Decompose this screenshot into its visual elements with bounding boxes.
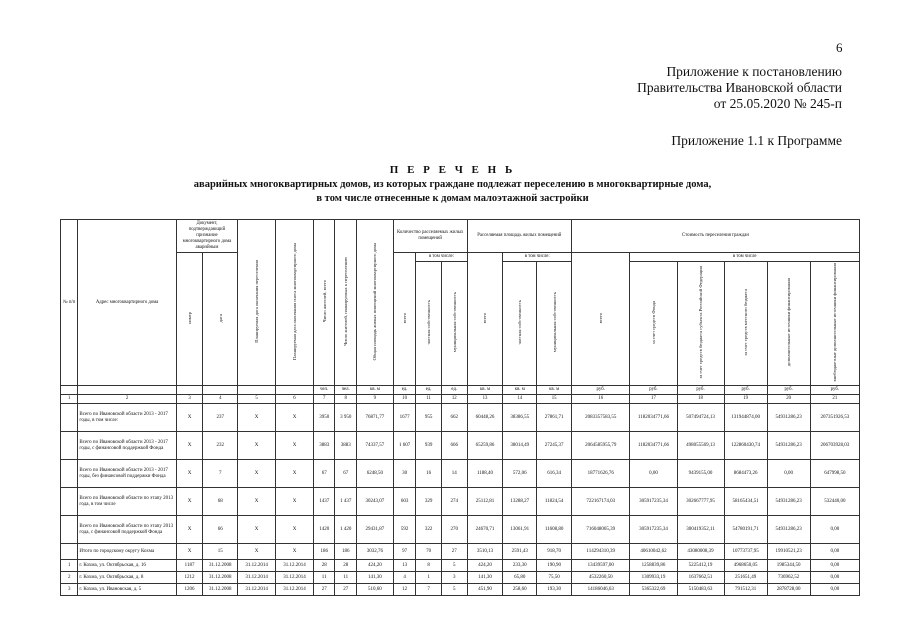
- row-value-cell: 97: [393, 544, 416, 560]
- doc-title: П Е Р Е Ч Е Н Ь: [389, 164, 516, 176]
- row-value-cell: 30243,07: [356, 488, 393, 516]
- col-cost-fund: [630, 262, 677, 386]
- row-value-cell: 131944874,00: [724, 404, 767, 432]
- row-demolish-date: 31.12.2014: [276, 572, 314, 584]
- row-doc-number: Х: [176, 404, 203, 432]
- row-value-cell: 1 437: [335, 488, 357, 516]
- row-value-cell: 270: [441, 516, 467, 544]
- row-value-cell: 302667777,95: [677, 488, 724, 516]
- row-value-cell: 65259,86: [467, 432, 503, 460]
- row-value-cell: 3883: [335, 432, 357, 460]
- units-row: [61, 386, 860, 395]
- col-cost-incl: в том числе: [630, 253, 860, 262]
- row-value-cell: 1182034771,66: [630, 404, 677, 432]
- row-address: г. Кохма, ул. Октябрьская, д. 16: [78, 560, 176, 572]
- row-move-date: 31.12.2014: [238, 560, 276, 572]
- row-value-cell: 1 420: [335, 516, 357, 544]
- row-value-cell: 0,00: [810, 516, 859, 544]
- row-value-cell: 5365322,69: [630, 584, 677, 596]
- col-residents-planned-label: Число жителей, планируемых к переселению: [343, 256, 349, 346]
- row-value-cell: 662: [441, 404, 467, 432]
- column-number-cell: 11: [416, 395, 442, 404]
- col-doc-number: [176, 253, 203, 386]
- row-value-cell: 451,90: [467, 584, 503, 596]
- row-value-cell: 75,50: [537, 572, 572, 584]
- row-value-cell: 3883: [313, 432, 335, 460]
- col-demolish-date: [276, 220, 314, 386]
- row-value-cell: 918,70: [537, 544, 572, 560]
- row-number: [61, 488, 78, 516]
- column-number-cell: 6: [276, 395, 314, 404]
- row-value-cell: 4968650,05: [724, 560, 767, 572]
- col-area-municipal: [537, 262, 572, 386]
- row-value-cell: 24670,71: [467, 516, 503, 544]
- row-value-cell: 3950: [313, 404, 335, 432]
- appendix-line-3: от 25.05.2020 № 245-п: [713, 96, 842, 111]
- row-value-cell: 1420: [313, 516, 335, 544]
- row-doc-number: Х: [176, 432, 203, 460]
- unit-cell: кв. м: [537, 386, 572, 395]
- row-value-cell: 70: [416, 544, 442, 560]
- row-number: 2: [61, 572, 78, 584]
- column-number-cell: 9: [356, 395, 393, 404]
- row-value-cell: 603: [393, 488, 416, 516]
- row-value-cell: 532440,00: [810, 488, 859, 516]
- row-value-cell: 11608,80: [537, 516, 572, 544]
- row-value-cell: 54780191,71: [724, 516, 767, 544]
- col-area-private-label: частная собственность: [517, 299, 523, 345]
- row-doc-date: 31.12.2008: [203, 560, 238, 572]
- row-doc-number: Х: [176, 488, 203, 516]
- row-value-cell: 1677: [393, 404, 416, 432]
- program-appendix: Приложение 1.1 к Программе: [671, 133, 842, 148]
- row-doc-number: 1206: [176, 584, 203, 596]
- row-value-cell: 666: [441, 432, 467, 460]
- row-value-cell: 322: [416, 516, 442, 544]
- row-doc-date: 7: [203, 460, 238, 488]
- row-value-cell: 258,60: [503, 584, 537, 596]
- row-value-cell: 1637662,51: [677, 572, 724, 584]
- row-move-date: 31.12.2014: [238, 584, 276, 596]
- row-value-cell: 13288,27: [503, 488, 537, 516]
- row-demolish-date: Х: [276, 460, 314, 488]
- row-value-cell: 19910521,23: [767, 544, 810, 560]
- row-move-date: Х: [238, 404, 276, 432]
- row-value-cell: 424,20: [467, 560, 503, 572]
- row-value-cell: 0,00: [767, 460, 810, 488]
- col-doc-number-label: номер: [187, 311, 193, 324]
- row-value-cell: 27: [441, 544, 467, 560]
- col-count-incl: в том числе:: [416, 253, 467, 262]
- row-value-cell: 2083357583,55: [572, 404, 630, 432]
- row-value-cell: 11: [313, 572, 335, 584]
- col-move-date-label: Планируемая дата окончания переселения: [254, 259, 260, 343]
- row-value-cell: 11: [335, 572, 357, 584]
- row-address: Всего по Ивановской области по этапу 2013 года, в том числе: [78, 488, 176, 516]
- column-number-cell: 19: [724, 395, 767, 404]
- column-number-cell: 17: [630, 395, 677, 404]
- row-value-cell: 233,30: [503, 560, 537, 572]
- column-number-cell: 14: [503, 395, 537, 404]
- col-count-private: [416, 262, 442, 386]
- row-value-cell: 1 607: [393, 432, 416, 460]
- column-number-cell: 13: [467, 395, 503, 404]
- row-value-cell: 3510,13: [467, 544, 503, 560]
- row-value-cell: 12: [393, 584, 416, 596]
- row-value-cell: 54931286,23: [767, 488, 810, 516]
- row-value-cell: 5150483,63: [677, 584, 724, 596]
- row-demolish-date: Х: [276, 432, 314, 460]
- row-value-cell: 27861,71: [537, 404, 572, 432]
- row-value-cell: 13439597,00: [572, 560, 630, 572]
- col-doc-date: [203, 253, 238, 386]
- row-value-cell: 28: [335, 560, 357, 572]
- row-value-cell: 65,80: [503, 572, 537, 584]
- row-doc-date: 66: [203, 516, 238, 544]
- unit-cell: руб.: [630, 386, 677, 395]
- row-value-cell: 716048065,39: [572, 516, 630, 544]
- row-value-cell: 647998,50: [810, 460, 859, 488]
- col-area-private: [503, 262, 537, 386]
- row-move-date: Х: [238, 516, 276, 544]
- col-cost-regional-label: за счет средств бюджета субъекта Российской Федерации: [698, 265, 704, 379]
- row-value-cell: 141,30: [467, 572, 503, 584]
- row-value-cell: 13: [393, 560, 416, 572]
- row-number: [61, 516, 78, 544]
- row-value-cell: 736962,52: [767, 572, 810, 584]
- row-value-cell: 251651,49: [724, 572, 767, 584]
- row-value-cell: 27245,37: [537, 432, 572, 460]
- row-value-cell: 0,00: [810, 560, 859, 572]
- row-value-cell: 592: [393, 516, 416, 544]
- row-address: Всего по Ивановской области 2013 - 2017 годы, с финансовой поддержкой Фонда: [78, 432, 176, 460]
- header-row-1: [61, 220, 860, 253]
- row-number: [61, 544, 78, 560]
- col-no: № п/п: [61, 220, 78, 386]
- row-value-cell: 30: [393, 460, 416, 488]
- col-area-incl: в том числе:: [503, 253, 572, 262]
- row-demolish-date: 31.12.2014: [276, 560, 314, 572]
- row-demolish-date: Х: [276, 404, 314, 432]
- row-value-cell: 424,20: [356, 560, 393, 572]
- row-value-cell: 939: [416, 432, 442, 460]
- col-cost-extra-label: дополнительные источники финансирования: [786, 278, 792, 367]
- col-cost-total: [572, 253, 630, 386]
- row-value-cell: 27: [335, 584, 357, 596]
- unit-cell: руб.: [677, 386, 724, 395]
- row-value-cell: 305917235,34: [630, 488, 677, 516]
- row-value-cell: 18771626,76: [572, 460, 630, 488]
- row-value-cell: 498055569,13: [677, 432, 724, 460]
- row-value-cell: 27: [313, 584, 335, 596]
- row-value-cell: 38386,55: [503, 404, 537, 432]
- row-address: г. Кохма, ул. Ивановская, д. 5: [78, 584, 176, 596]
- col-area-total-label: всего: [482, 312, 488, 323]
- row-value-cell: 40610042,62: [630, 544, 677, 560]
- col-cost-unplanned: [810, 262, 859, 386]
- table-row: [61, 460, 860, 488]
- row-value-cell: 10773737,95: [724, 544, 767, 560]
- unit-cell: кв. м: [467, 386, 503, 395]
- row-value-cell: 67: [335, 460, 357, 488]
- col-count-private-label: частная собственность: [426, 299, 432, 345]
- row-number: [61, 432, 78, 460]
- row-value-cell: 1182034771,66: [630, 432, 677, 460]
- row-value-cell: 186: [313, 544, 335, 560]
- col-cost-unplanned-label: внебюджетные дополнительные источники финансирования: [832, 263, 838, 382]
- column-number-cell: 18: [677, 395, 724, 404]
- row-value-cell: 329: [416, 488, 442, 516]
- row-number: [61, 460, 78, 488]
- row-value-cell: 0,00: [810, 544, 859, 560]
- col-address: Адрес многоквартирного дома: [78, 220, 176, 386]
- row-value-cell: 54931286,23: [767, 404, 810, 432]
- col-count-group: Количество расселяемых жилых помещений: [393, 220, 467, 253]
- row-value-cell: 8684473,26: [724, 460, 767, 488]
- row-doc-date: 31.12.2008: [203, 584, 238, 596]
- row-value-cell: 28: [313, 560, 335, 572]
- row-value-cell: 274: [441, 488, 467, 516]
- row-value-cell: 0,00: [810, 584, 859, 596]
- unit-cell: руб.: [572, 386, 630, 395]
- row-value-cell: 300419352,11: [677, 516, 724, 544]
- row-value-cell: 11824,54: [537, 488, 572, 516]
- col-residents: [313, 220, 335, 386]
- row-value-cell: 8: [416, 560, 442, 572]
- row-value-cell: 54931286,23: [767, 516, 810, 544]
- column-number-cell: 2: [78, 395, 176, 404]
- col-count-total: [393, 253, 416, 386]
- row-value-cell: 1188,40: [467, 460, 503, 488]
- header-row-2: [61, 253, 860, 262]
- row-value-cell: 3032,76: [356, 544, 393, 560]
- row-value-cell: 5: [441, 560, 467, 572]
- row-value-cell: 43080008,39: [677, 544, 724, 560]
- row-value-cell: 16: [416, 460, 442, 488]
- doc-subtitle-1: аварийных многоквартирных домов, из которых граждане подлежат переселению в многоквартирные дома,: [193, 179, 712, 190]
- table-row: [61, 404, 860, 432]
- row-value-cell: 1309933,19: [630, 572, 677, 584]
- row-value-cell: 14: [441, 460, 467, 488]
- column-number-cell: 4: [203, 395, 238, 404]
- row-value-cell: 76871,77: [356, 404, 393, 432]
- col-cost-local-label: за счет средств местного бюджета: [743, 288, 749, 356]
- appendix-line-2: Правительства Ивановской области: [637, 80, 842, 95]
- unit-cell: ед.: [441, 386, 467, 395]
- row-number: 1: [61, 560, 78, 572]
- row-value-cell: 7: [416, 584, 442, 596]
- row-doc-date: 15: [203, 544, 238, 560]
- row-address: Всего по Ивановской области 2013 - 2017 годы, без финансовой поддержки Фонда: [78, 460, 176, 488]
- row-value-cell: 2064585955,79: [572, 432, 630, 460]
- column-number-cell: 1: [61, 395, 78, 404]
- row-value-cell: 6248,50: [356, 460, 393, 488]
- unit-cell: чел.: [313, 386, 335, 395]
- row-doc-date: 237: [203, 404, 238, 432]
- unit-cell: кв. м: [503, 386, 537, 395]
- row-value-cell: 207351926,53: [810, 404, 859, 432]
- col-document: Документ, подтверждающий признание многоквартирного дома аварийным: [176, 220, 237, 253]
- col-area-group: Расселяемая площадь жилых помещений: [467, 220, 571, 253]
- col-count-total-label: всего: [402, 312, 408, 323]
- col-cost-fund-label: за счет средств Фонда: [650, 300, 656, 344]
- col-doc-date-label: дата: [217, 313, 223, 322]
- row-value-cell: 9439155,00: [677, 460, 724, 488]
- row-value-cell: 572,06: [503, 460, 537, 488]
- row-value-cell: 141,30: [356, 572, 393, 584]
- row-value-cell: 510,60: [356, 584, 393, 596]
- row-value-cell: 1437: [313, 488, 335, 516]
- row-value-cell: 38014,49: [503, 432, 537, 460]
- row-value-cell: 0,00: [630, 460, 677, 488]
- col-move-date: [238, 220, 276, 386]
- row-doc-date: 232: [203, 432, 238, 460]
- row-value-cell: 305917235,34: [630, 516, 677, 544]
- row-doc-number: Х: [176, 544, 203, 560]
- table-row: [61, 572, 860, 584]
- col-count-municipal-label: муниципальная собственность: [451, 292, 457, 353]
- row-doc-number: Х: [176, 460, 203, 488]
- row-demolish-date: Х: [276, 488, 314, 516]
- table-row: [61, 488, 860, 516]
- row-value-cell: 58165434,51: [724, 488, 767, 516]
- row-value-cell: 1258839,86: [630, 560, 677, 572]
- col-residents-planned: [335, 220, 357, 386]
- row-value-cell: 3: [441, 572, 467, 584]
- column-number-cell: 12: [441, 395, 467, 404]
- row-value-cell: 67: [313, 460, 335, 488]
- row-value-cell: 791512,31: [724, 584, 767, 596]
- table-body: [61, 404, 860, 596]
- row-value-cell: 190,90: [537, 560, 572, 572]
- row-value-cell: 4532260,50: [572, 572, 630, 584]
- row-doc-number: 1212: [176, 572, 203, 584]
- row-value-cell: 186: [335, 544, 357, 560]
- col-residents-label: Число жителей, всего: [321, 280, 327, 323]
- unit-cell: чел.: [335, 386, 357, 395]
- row-value-cell: 0,00: [810, 572, 859, 584]
- unit-cell: руб.: [810, 386, 859, 395]
- unit-cell: ед.: [416, 386, 442, 395]
- row-address: Всего по Ивановской области 2013 - 2017 годы, в том числе:: [78, 404, 176, 432]
- unit-cell: руб.: [724, 386, 767, 395]
- row-move-date: Х: [238, 460, 276, 488]
- column-number-cell: 10: [393, 395, 416, 404]
- row-value-cell: 5: [441, 584, 467, 596]
- row-move-date: Х: [238, 432, 276, 460]
- row-value-cell: 13061,91: [503, 516, 537, 544]
- row-value-cell: 60448,26: [467, 404, 503, 432]
- unit-cell: руб.: [767, 386, 810, 395]
- row-address: г. Кохма, ул. Октябрьская, д. 8: [78, 572, 176, 584]
- row-value-cell: 193,30: [537, 584, 572, 596]
- row-doc-number: Х: [176, 516, 203, 544]
- row-number: 3: [61, 584, 78, 596]
- table-row: [61, 584, 860, 596]
- col-cost-group: Стоимость переселения граждан: [572, 220, 860, 253]
- appendix-line-1: Приложение к постановлению: [666, 64, 842, 79]
- row-demolish-date: 31.12.2014: [276, 584, 314, 596]
- row-value-cell: 507494724,13: [677, 404, 724, 432]
- row-value-cell: 14186046,63: [572, 584, 630, 596]
- row-value-cell: 2591,43: [503, 544, 537, 560]
- row-address: Итого по городскому округу Кохма: [78, 544, 176, 560]
- table-row: [61, 516, 860, 544]
- row-address: Всего по Ивановской области по этапу 2013 года, с финансовой поддержкой Фонда: [78, 516, 176, 544]
- page-number: 6: [836, 40, 843, 55]
- row-value-cell: 1985344,50: [767, 560, 810, 572]
- row-value-cell: 3 950: [335, 404, 357, 432]
- row-value-cell: 54931286,23: [767, 432, 810, 460]
- row-value-cell: 4: [393, 572, 416, 584]
- table-row: [61, 432, 860, 460]
- column-number-cell: 16: [572, 395, 630, 404]
- row-value-cell: 206703928,03: [810, 432, 859, 460]
- row-doc-number: 1187: [176, 560, 203, 572]
- col-cost-total-label: всего: [598, 312, 604, 323]
- col-cost-regional: [677, 262, 724, 386]
- row-demolish-date: Х: [276, 516, 314, 544]
- row-value-cell: 74337,57: [356, 432, 393, 460]
- column-number-cell: 5: [238, 395, 276, 404]
- col-demolish-date-label: Планируемая дата окончания сноса многоквартирного дома: [292, 242, 297, 360]
- row-value-cell: 25112,81: [467, 488, 503, 516]
- row-demolish-date: Х: [276, 544, 314, 560]
- column-number-cell: 7: [313, 395, 335, 404]
- row-value-cell: 616,34: [537, 460, 572, 488]
- appendix-block: [637, 64, 842, 112]
- table-row: [61, 544, 860, 560]
- row-value-cell: 5225412,19: [677, 560, 724, 572]
- row-move-date: 31.12.2014: [238, 572, 276, 584]
- row-value-cell: 955: [416, 404, 442, 432]
- col-count-municipal: [441, 262, 467, 386]
- col-cost-local: [724, 262, 767, 386]
- column-number-cell: 8: [335, 395, 357, 404]
- row-doc-date: 31.12.2008: [203, 572, 238, 584]
- table-row: [61, 560, 860, 572]
- row-move-date: Х: [238, 544, 276, 560]
- col-total-area-label: Общая площадь жилых помещений многоквартирного дома: [372, 242, 378, 360]
- column-number-cell: 21: [810, 395, 859, 404]
- unit-cell: кв. м: [356, 386, 393, 395]
- row-value-cell: 114294310,39: [572, 544, 630, 560]
- col-total-area: [356, 220, 393, 386]
- column-numbers-row: [61, 395, 860, 404]
- doc-subtitle-2: в том числе отнесенные к домам малоэтажной застройки: [316, 193, 589, 204]
- col-area-municipal-label: муниципальная собственность: [551, 292, 557, 353]
- row-value-cell: 2878728,00: [767, 584, 810, 596]
- row-value-cell: 122860430,74: [724, 432, 767, 460]
- row-value-cell: 722167174,03: [572, 488, 630, 516]
- row-value-cell: 29431,87: [356, 516, 393, 544]
- col-area-total: [467, 253, 503, 386]
- row-number: [61, 404, 78, 432]
- row-doc-date: 68: [203, 488, 238, 516]
- row-move-date: Х: [238, 488, 276, 516]
- column-number-cell: 20: [767, 395, 810, 404]
- unit-cell: ед.: [393, 386, 416, 395]
- col-cost-extra: [767, 262, 810, 386]
- column-number-cell: 3: [176, 395, 203, 404]
- register-table: [60, 219, 860, 596]
- row-value-cell: 1: [416, 572, 442, 584]
- column-number-cell: 15: [537, 395, 572, 404]
